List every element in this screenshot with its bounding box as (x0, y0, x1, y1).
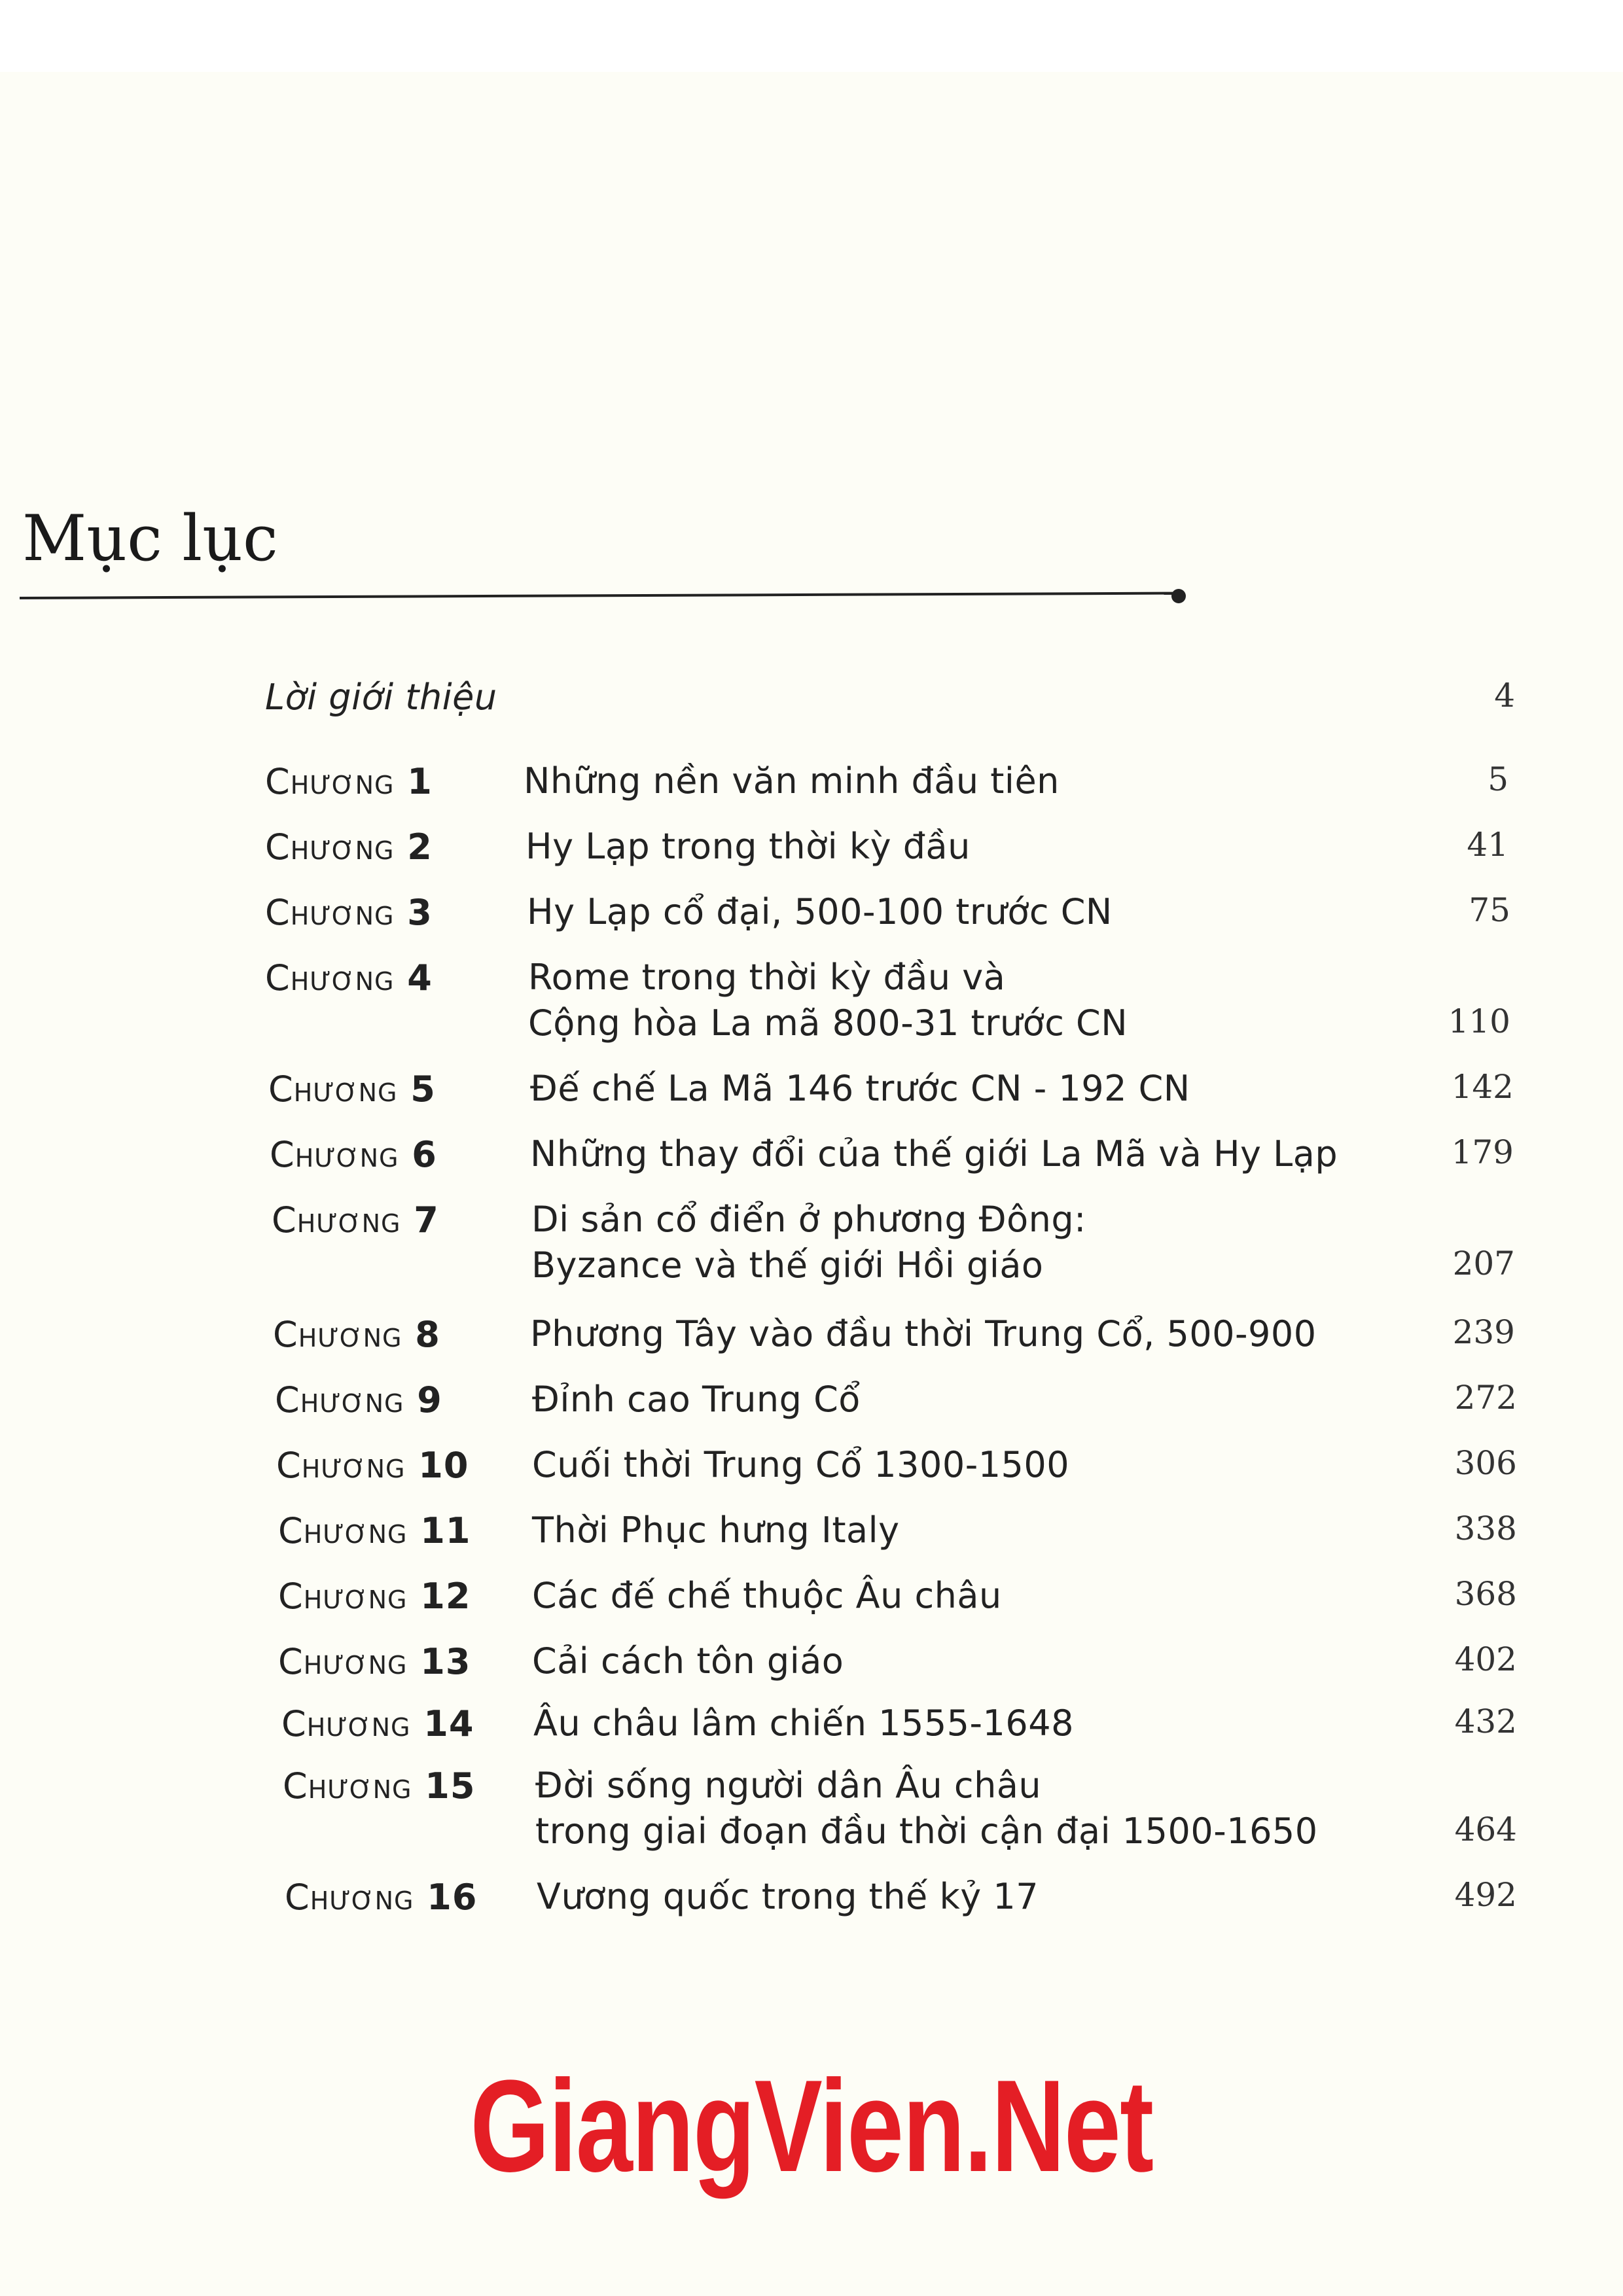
chapter-number: 4 (394, 957, 433, 998)
chapter-number: 12 (407, 1576, 471, 1617)
chapter-word: Chương (278, 1641, 408, 1682)
chapter-label (275, 1379, 442, 1421)
chapter-label (265, 892, 433, 933)
chapter-title-line: Những nền văn minh đầu tiên (524, 760, 1060, 802)
chapter-page-number: 110 (1448, 1002, 1510, 1040)
chapter-label (265, 761, 433, 802)
chapter-word: Chương (268, 1069, 398, 1110)
chapter-title-line: Byzance và thế giới Hồi giáo (531, 1245, 1044, 1286)
chapter-number: 6 (399, 1134, 437, 1175)
chapter-word: Chương (265, 826, 395, 868)
chapter-page-number: 464 (1454, 1810, 1517, 1848)
chapter-title-line: Đế chế La Mã 146 trước CN - 192 CN (530, 1068, 1190, 1109)
chapter-word: Chương (265, 892, 395, 933)
page-title: Mục lục (22, 502, 278, 575)
chapter-number: 10 (405, 1445, 469, 1486)
chapter-word: Chương (265, 761, 395, 802)
chapter-title-line: Cộng hòa La mã 800-31 trước CN (528, 1002, 1128, 1044)
chapter-number: 11 (407, 1510, 471, 1551)
chapter-title-line: Đời sống người dân Âu châu (535, 1765, 1042, 1806)
chapter-label (278, 1641, 471, 1682)
chapter-page-number: 207 (1452, 1245, 1515, 1282)
chapter-number: 5 (397, 1069, 436, 1110)
chapter-page-number: 402 (1454, 1640, 1517, 1678)
chapter-label (265, 957, 433, 998)
chapter-label (265, 826, 433, 868)
chapter-number: 14 (410, 1703, 474, 1744)
chapter-word: Chương (275, 1379, 404, 1421)
chapter-page-number: 142 (1451, 1068, 1514, 1106)
chapter-label (272, 1199, 439, 1241)
chapter-title-line: Hy Lạp cổ đại, 500-100 trước CN (527, 891, 1113, 932)
chapter-word: Chương (278, 1576, 408, 1617)
chapter-number: 7 (401, 1199, 439, 1241)
chapter-title-line: Đỉnh cao Trung Cổ (532, 1379, 861, 1420)
chapter-page-number: 272 (1454, 1379, 1517, 1417)
chapter-word: Chương (272, 1199, 401, 1241)
chapter-page-number: 432 (1454, 1703, 1517, 1740)
chapter-title-line: Rome trong thời kỳ đầu và (528, 957, 1006, 998)
watermark-logo: GiangVien.Net (470, 2053, 1153, 2199)
chapter-number: 3 (394, 892, 433, 933)
chapter-label (278, 1576, 471, 1617)
chapter-page-number: 179 (1451, 1133, 1514, 1171)
chapter-page-number: 75 (1469, 891, 1510, 929)
chapter-title-line: Thời Phục hưng Italy (532, 1510, 900, 1551)
chapter-page-number: 239 (1452, 1313, 1515, 1351)
chapter-page-number: 338 (1454, 1510, 1517, 1547)
chapter-number: 16 (414, 1877, 478, 1918)
intro-page-number: 4 (1494, 677, 1515, 715)
chapter-word: Chương (265, 957, 395, 998)
chapter-number: 9 (404, 1379, 442, 1421)
chapter-title-line: Cải cách tôn giáo (532, 1640, 844, 1682)
chapter-word: Chương (273, 1314, 402, 1355)
chapter-number: 8 (402, 1314, 440, 1355)
chapter-label (283, 1765, 476, 1807)
chapter-number: 2 (394, 826, 433, 868)
chapter-label (276, 1445, 469, 1486)
chapter-title-line: Các đế chế thuộc Âu châu (532, 1575, 1002, 1616)
chapter-word: Chương (276, 1445, 406, 1486)
chapter-title-line: trong giai đoạn đầu thời cận đại 1500-1650 (535, 1810, 1318, 1852)
chapter-title-line: Di sản cổ điển ở phương Đông: (531, 1199, 1086, 1240)
chapter-word: Chương (283, 1765, 412, 1807)
chapter-label (268, 1069, 436, 1110)
chapter-word: Chương (270, 1134, 399, 1175)
chapter-label (270, 1134, 437, 1175)
chapter-title-line: Cuối thời Trung Cổ 1300-1500 (532, 1444, 1070, 1485)
chapter-title-line: Hy Lạp trong thời kỳ đầu (526, 826, 971, 867)
chapter-word: Chương (285, 1877, 414, 1918)
chapter-label (281, 1703, 474, 1744)
chapter-title-line: Âu châu lâm chiến 1555-1648 (533, 1703, 1074, 1744)
chapter-word: Chương (281, 1703, 411, 1744)
chapter-page-number: 306 (1454, 1444, 1517, 1482)
chapter-page-number: 41 (1467, 826, 1508, 864)
intro-title: Lời giới thiệu (265, 677, 497, 718)
chapter-page-number: 5 (1488, 760, 1508, 798)
chapter-label (285, 1877, 478, 1918)
chapter-title-line: Những thay đổi của thế giới La Mã và Hy Lạp (530, 1133, 1338, 1174)
chapter-label (273, 1314, 440, 1355)
chapter-word: Chương (278, 1510, 408, 1551)
chapter-number: 15 (412, 1765, 476, 1807)
chapter-title-line: Phương Tây vào đầu thời Trung Cổ, 500-900 (530, 1313, 1317, 1354)
chapter-page-number: 492 (1454, 1876, 1517, 1914)
chapter-number: 13 (407, 1641, 471, 1682)
chapter-label (278, 1510, 471, 1551)
chapter-page-number: 368 (1454, 1575, 1517, 1613)
chapter-number: 1 (394, 761, 433, 802)
chapter-title-line: Vương quốc trong thế kỷ 17 (537, 1876, 1039, 1917)
